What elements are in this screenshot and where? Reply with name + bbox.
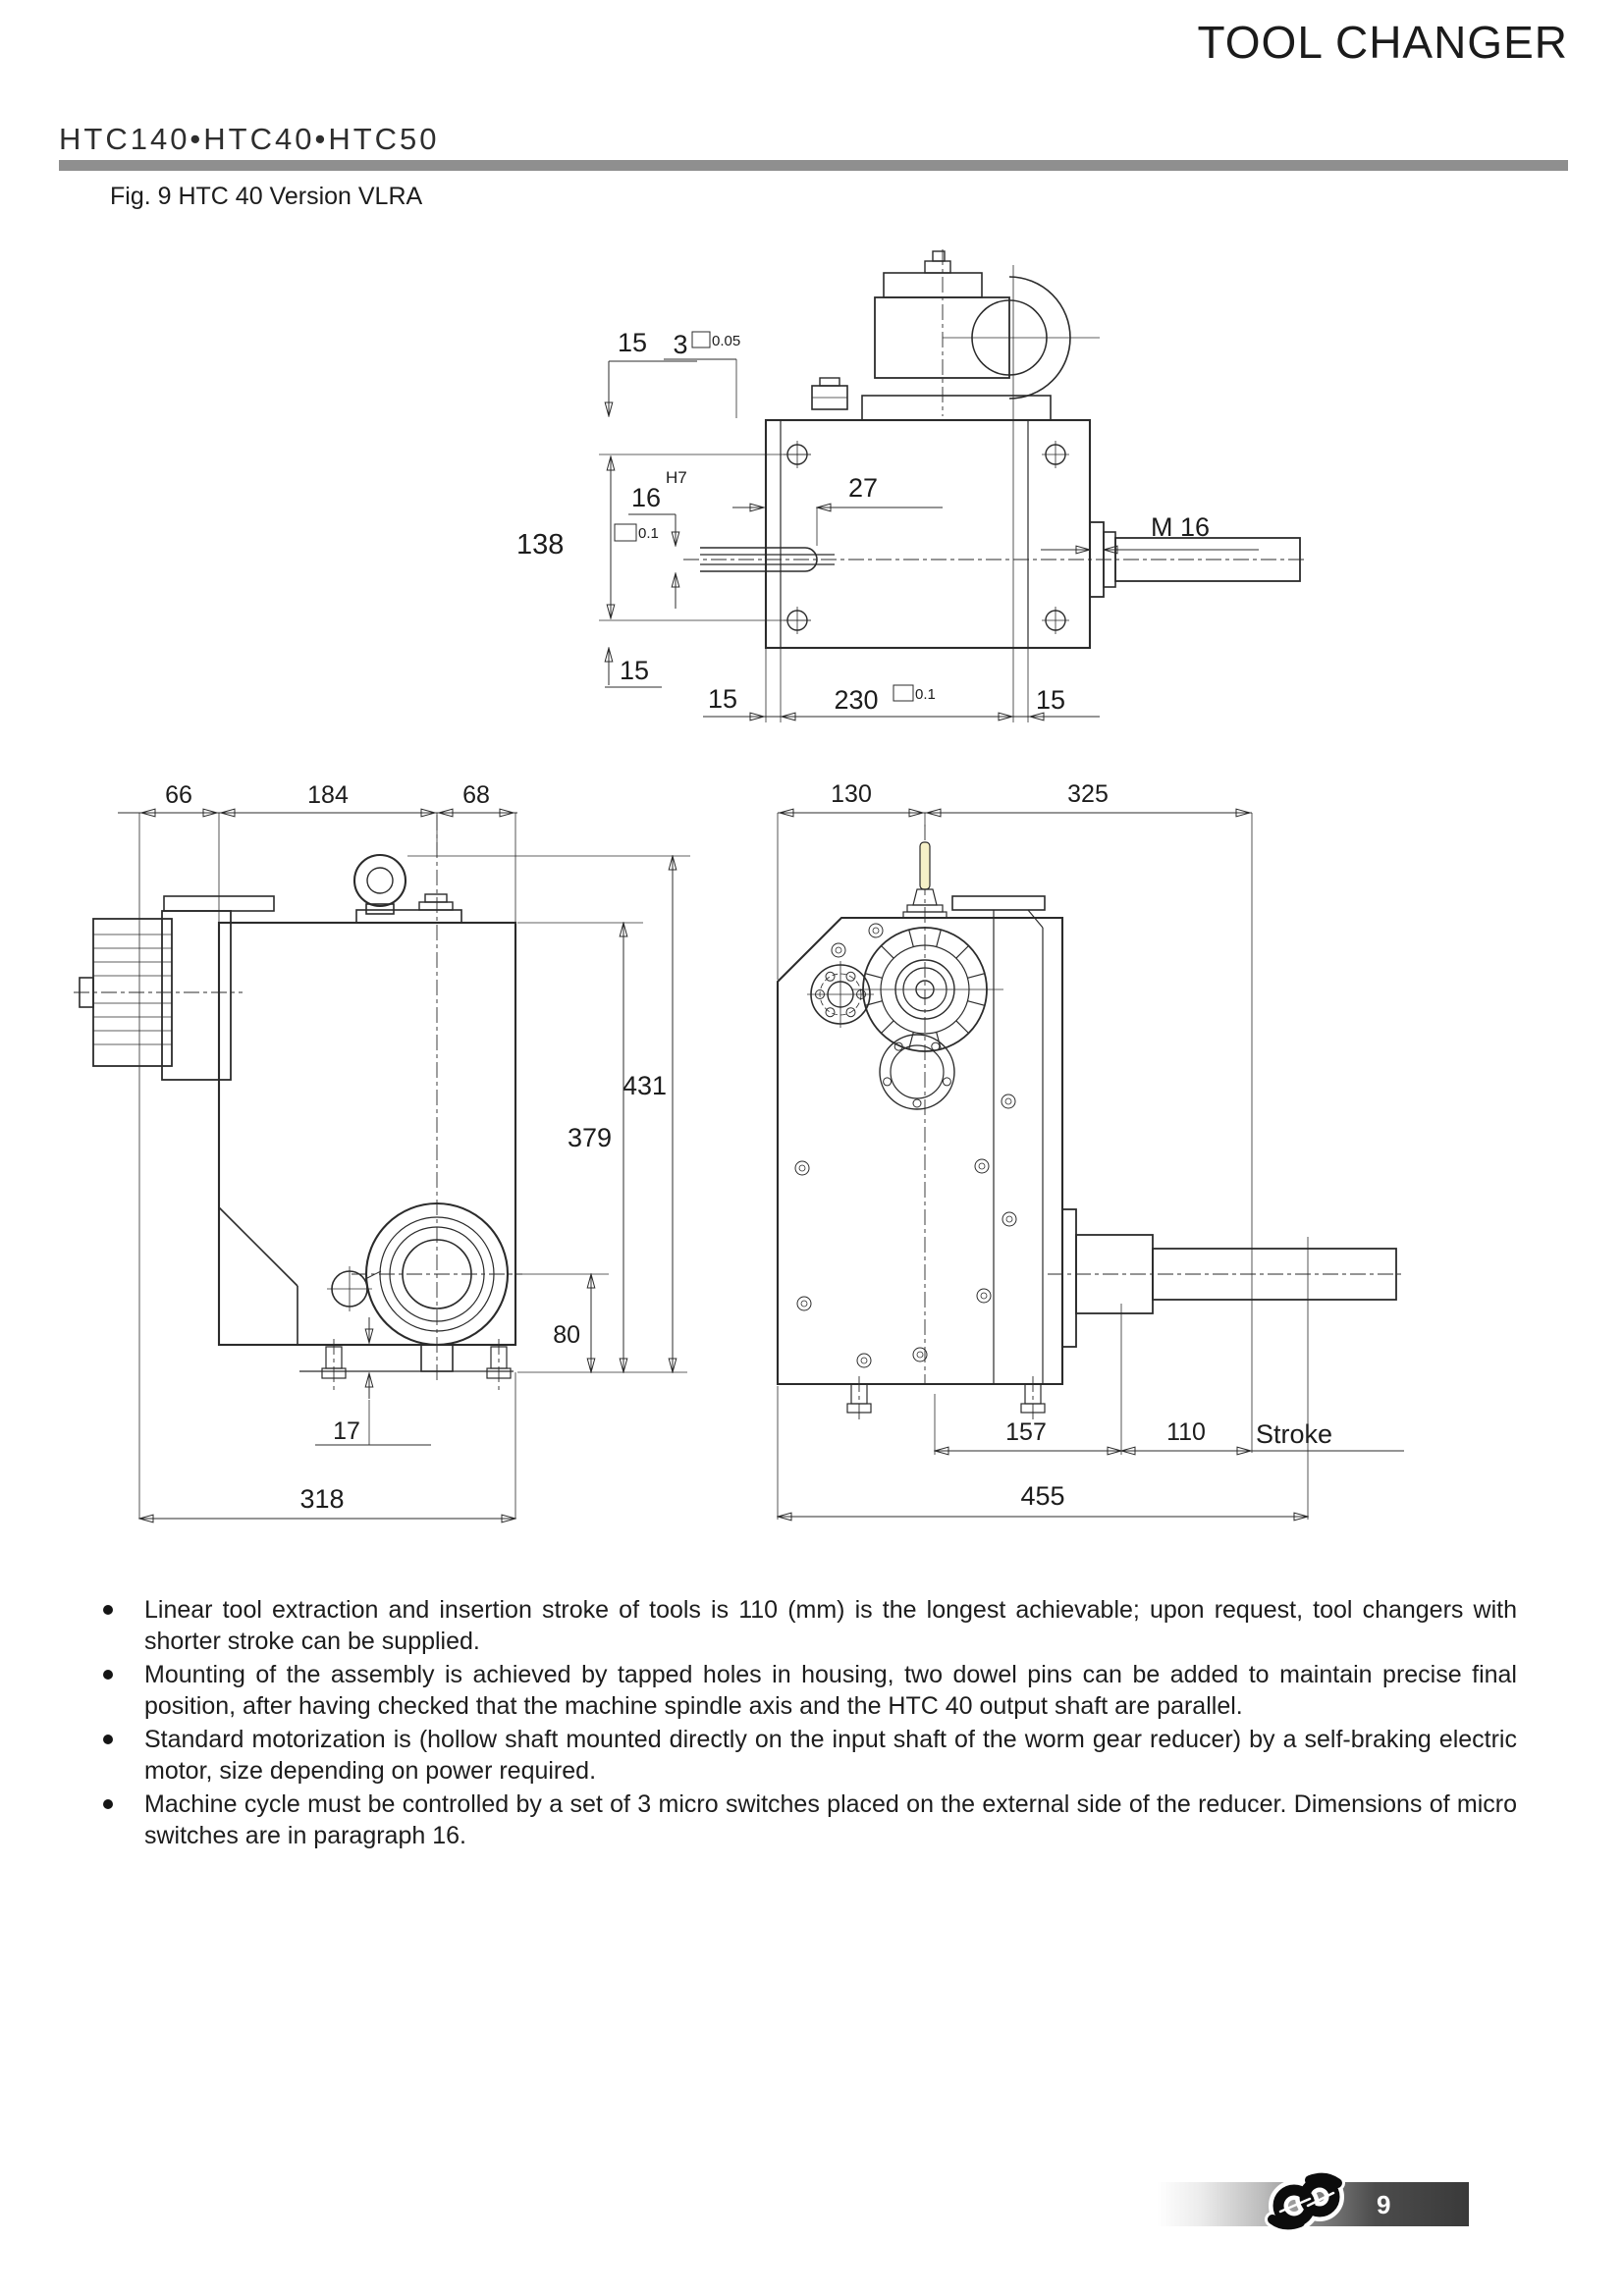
motor-front-view xyxy=(74,911,243,1080)
dim-label-138: 138 xyxy=(516,529,565,561)
dim-label-15-br: 15 xyxy=(1035,685,1066,715)
dim-15-left xyxy=(605,648,662,687)
dim-3-tol xyxy=(664,330,740,418)
list-item xyxy=(103,1660,1517,1722)
dim-label-431: 431 xyxy=(622,1071,667,1100)
dim-label-16: 16 xyxy=(630,483,662,512)
dim-label-138-tol: 0.1 xyxy=(638,525,659,542)
note-text: Machine cycle must be controlled by a set of 3 micro switches placed on the external side of the reducer. Dimensions of micro switches are in paragraph 16. xyxy=(144,1790,1517,1849)
dim-label-15-top: 15 xyxy=(617,328,648,357)
dim-label-230-tol: 0.1 xyxy=(915,686,936,703)
note-text: Mounting of the assembly is achieved by tapped holes in housing, two dowel pins can be added to maintain precise final position, after having checked that the machine spindle axis and the HTC 40 output shaft are parallel. xyxy=(144,1661,1517,1720)
dim-431 xyxy=(407,856,690,1372)
dim-bottom-chain-side xyxy=(935,1304,1404,1455)
footer-bar xyxy=(1157,2182,1469,2226)
base-and-feet xyxy=(219,1339,515,1390)
dim-label-m16: M 16 xyxy=(1150,512,1211,542)
list-item xyxy=(103,1725,1517,1787)
bullet-icon xyxy=(103,1660,144,1680)
dim-label-15-bl: 15 xyxy=(707,684,738,714)
housing-top-view xyxy=(766,265,1090,722)
figure-caption: Fig. 9 HTC 40 Version VLRA xyxy=(110,183,423,210)
toggle-lever xyxy=(903,842,947,918)
housing-screw-holes xyxy=(784,441,1069,634)
bullet-icon xyxy=(103,1725,144,1744)
brand-knot-logo xyxy=(1255,2168,1363,2239)
top-view-drawing xyxy=(412,236,1316,771)
body-front-view xyxy=(164,894,515,1345)
note-text: Standard motorization is (hollow shaft mounted directly on the input shaft of the worm gear reducer) by a self-braking electric motor, size depending on power required. xyxy=(144,1726,1517,1785)
list-item xyxy=(103,1595,1517,1657)
dim-label-27: 27 xyxy=(848,473,879,503)
eye-bolt xyxy=(354,855,406,914)
dim-label-15-left: 15 xyxy=(619,656,650,685)
side-view-drawing xyxy=(758,756,1406,1571)
dim-label-68: 68 xyxy=(462,781,490,809)
dim-379 xyxy=(517,923,643,1372)
dim-label-230: 230 xyxy=(834,685,879,715)
dim-label-379: 379 xyxy=(567,1123,612,1152)
dim-label-16-fit: H7 xyxy=(666,468,687,487)
dim-27 xyxy=(732,473,943,546)
bullet-icon xyxy=(103,1595,144,1615)
top-plug xyxy=(812,378,847,409)
front-view-drawing xyxy=(74,756,761,1571)
dim-label-17: 17 xyxy=(333,1417,360,1445)
dim-label-184: 184 xyxy=(307,781,349,809)
dim-top-chain-front xyxy=(118,781,517,1519)
worm-gear-face xyxy=(851,928,1003,1051)
bullet-icon xyxy=(103,1789,144,1809)
product-series-header: HTC140•HTC40•HTC50 xyxy=(59,122,440,156)
feet-bolts-side xyxy=(847,1376,1045,1421)
input-flange xyxy=(807,961,874,1028)
dim-label-318: 318 xyxy=(299,1484,345,1514)
dim-label-66: 66 xyxy=(165,781,192,809)
dim-label-130: 130 xyxy=(831,780,872,808)
output-shaft-side-view xyxy=(1048,1209,1401,1347)
dim-m16 xyxy=(1041,512,1259,550)
dim-label-157: 157 xyxy=(1005,1418,1047,1446)
dim-17 xyxy=(315,1317,431,1445)
page-number: 9 xyxy=(1377,2190,1391,2219)
dim-label-80: 80 xyxy=(553,1321,580,1349)
dim-label-stroke: Stroke xyxy=(1256,1419,1333,1449)
dim-label-455: 455 xyxy=(1020,1481,1065,1511)
dim-label-3: 3 xyxy=(673,330,688,359)
output-shaft-front-view xyxy=(327,1203,522,1345)
second-stage-circle xyxy=(880,1035,954,1109)
notes-list xyxy=(74,1595,1517,1854)
dim-label-110: 110 xyxy=(1166,1418,1206,1446)
note-text: Linear tool extraction and insertion stroke of tools is 110 (mm) is the longest achievable; upon request, tool changers with shorter stroke can be supplied. xyxy=(144,1596,1517,1655)
dim-label-325: 325 xyxy=(1067,780,1109,808)
motor-top-view xyxy=(862,251,1100,420)
body-side-view xyxy=(778,896,1062,1384)
dim-top-chain-side xyxy=(778,780,1252,1453)
header-rule-bar xyxy=(59,160,1568,171)
list-item xyxy=(103,1789,1517,1851)
dim-80 xyxy=(517,1274,687,1372)
dim-label-3-tol: 0.05 xyxy=(712,333,741,349)
dim-bottom-chain xyxy=(703,684,1100,717)
page-title: TOOL CHANGER xyxy=(1197,17,1568,68)
